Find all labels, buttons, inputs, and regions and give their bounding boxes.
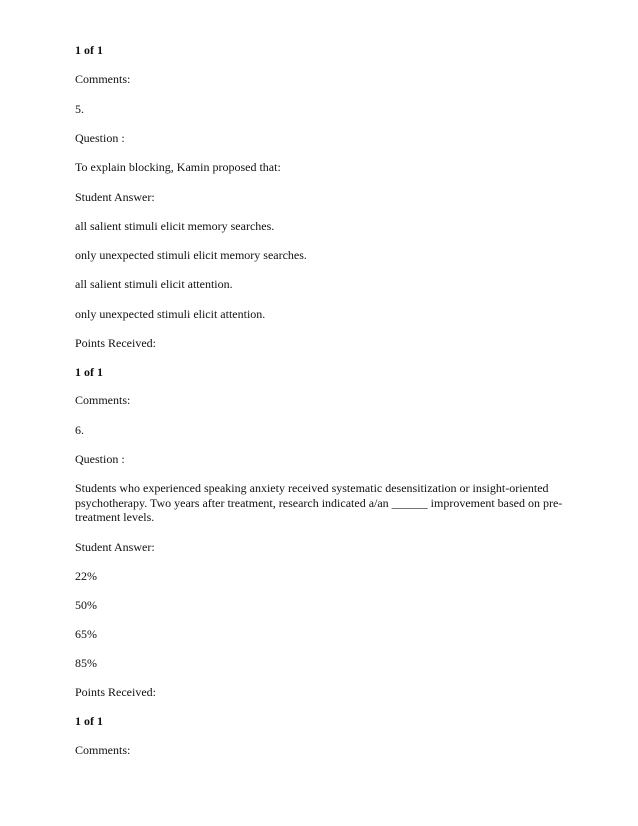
- points-value: 1 of 1: [75, 714, 103, 728]
- answer-option: only unexpected stimuli elicit attention.: [75, 307, 266, 321]
- answer-option: 65%: [75, 627, 97, 641]
- student-answer-label: Student Answer:: [75, 540, 155, 554]
- question-text: Students who experienced speaking anxiety received systematic desensitization or insight-oriented psychotherapy. Two years after treatment, research indicated a/an ______ improvement based on pre-treatment levels.: [75, 481, 563, 524]
- answer-option: only unexpected stimuli elicit memory searches.: [75, 248, 307, 262]
- comments-label: Comments:: [75, 743, 131, 757]
- question-label: Question :: [75, 131, 125, 145]
- points-received-label: Points Received:: [75, 336, 156, 350]
- points-value: 1 of 1: [75, 365, 103, 379]
- answer-option: 50%: [75, 598, 97, 612]
- answer-option: all salient stimuli elicit memory searches.: [75, 219, 275, 233]
- student-answer-label: Student Answer:: [75, 190, 155, 204]
- answer-option: all salient stimuli elicit attention.: [75, 277, 233, 291]
- points-received-label: Points Received:: [75, 685, 156, 699]
- answer-option: 85%: [75, 656, 97, 670]
- question-number: 6.: [75, 423, 84, 437]
- question-text: To explain blocking, Kamin proposed that:: [75, 160, 281, 174]
- comments-label: Comments:: [75, 393, 131, 407]
- question-label: Question :: [75, 452, 125, 466]
- question-number: 5.: [75, 102, 84, 116]
- points-value: 1 of 1: [75, 43, 103, 57]
- comments-label: Comments:: [75, 72, 131, 86]
- answer-option: 22%: [75, 569, 97, 583]
